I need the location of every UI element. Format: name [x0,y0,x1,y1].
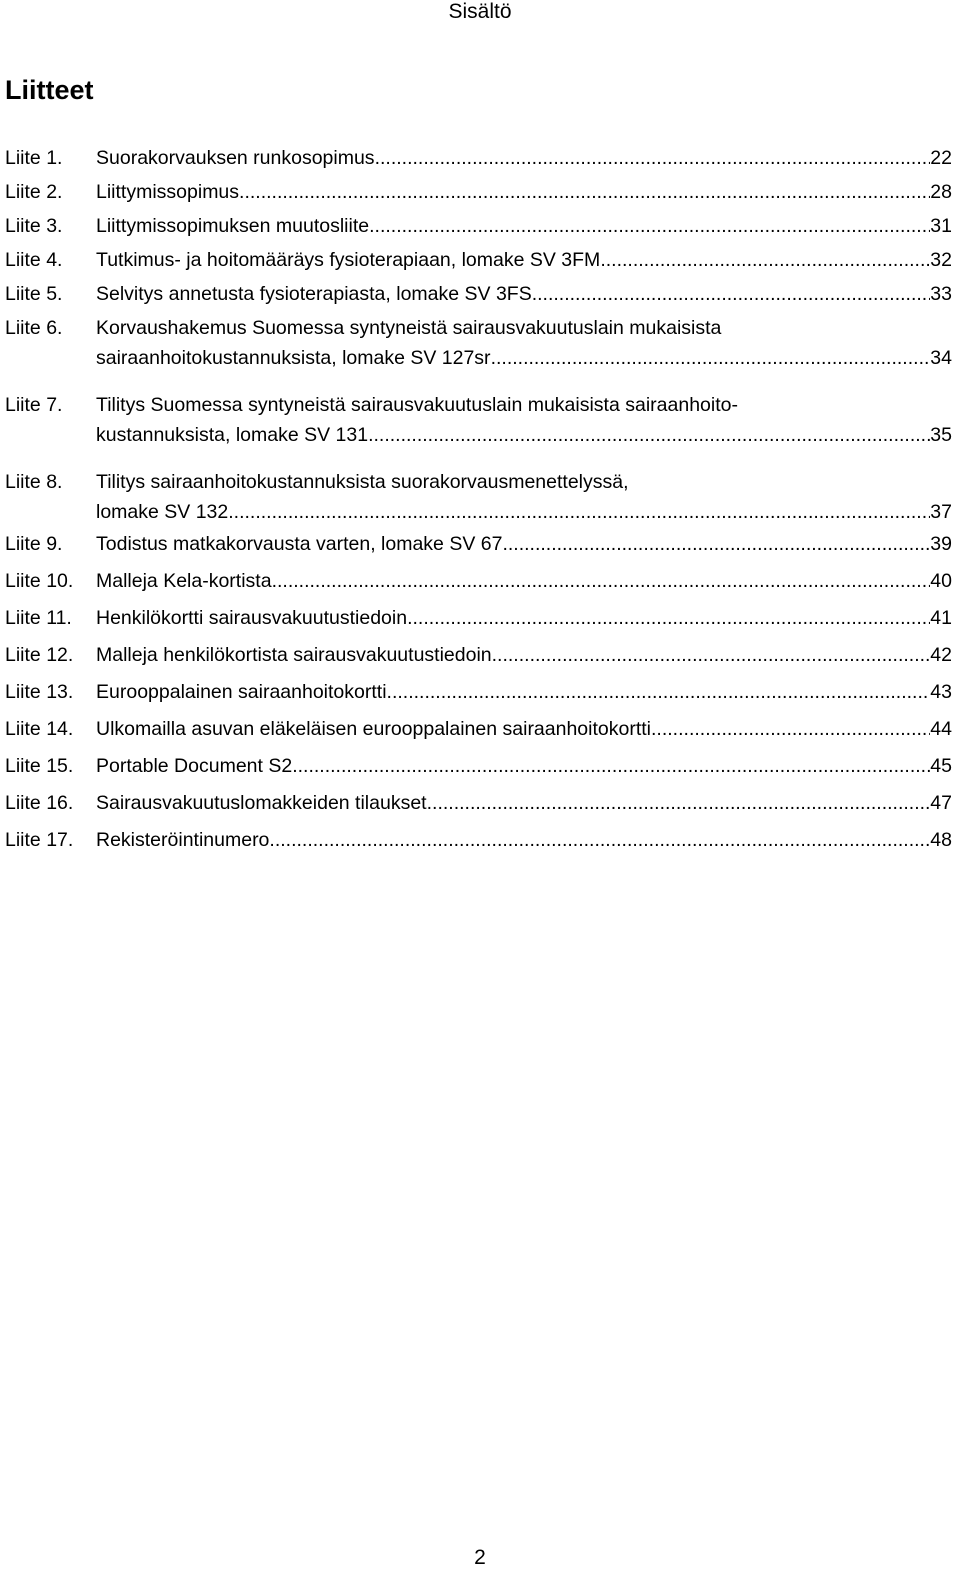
dot-leader [491,343,931,373]
toc-entry-number: Liite 7. [5,394,63,416]
toc-entry-title: Suorakorvauksen runkosopimus [96,147,375,169]
toc-entry-title-line: Korvaushakemus Suomessa syntyneistä sairausvakuutuslain mukaisista [96,317,722,339]
toc-entry-title: Liittymissopimus [96,181,240,203]
dot-leader [239,177,930,207]
toc-entry-page: 41 [930,607,952,629]
toc-entry-number: Liite 13. [5,681,74,703]
toc-entry-title: Tutkimus- ja hoitomääräys fysioterapiaan, lomake SV 3FM [96,249,601,271]
toc-entry-page: 44 [930,718,952,740]
dot-leader [407,603,930,633]
dot-leader [651,714,930,744]
dot-leader [532,279,931,309]
section-title: Liitteet [5,75,94,105]
toc-entry-number: Liite 10. [5,570,74,592]
toc-entry-number: Liite 14. [5,718,74,740]
toc-entry-title: sairaanhoitokustannuksista, lomake SV 127sr [96,347,491,369]
dot-leader [368,420,930,450]
toc-entry-page: 32 [930,249,952,271]
toc-entry-number: Liite 11. [5,607,72,629]
toc-entry-number: Liite 2. [5,181,63,203]
dot-leader [492,640,931,670]
toc-entry-title: Henkilökortti sairausvakuutustiedoin [96,607,408,629]
toc-entry-page: 45 [930,755,952,777]
toc-entry-title-line: Tilitys sairaanhoitokustannuksista suorakorvausmenettelyssä, [96,471,629,493]
toc-entry-title: Eurooppalainen sairaanhoitokortti [96,681,387,703]
toc-entry-title: Rekisteröintinumero [96,829,270,851]
toc-entry-title: lomake SV 132 [96,501,229,523]
toc-entry-page: 42 [930,644,952,666]
toc-entry-page: 31 [930,215,952,237]
toc-entry-page: 39 [930,533,952,555]
page-number: 2 [474,1546,486,1569]
toc-entry-title: Malleja Kela-kortista [96,570,272,592]
toc-entry-title: Liittymissopimuksen muutosliite [96,215,370,237]
toc-entry-title: Selvitys annetusta fysioterapiasta, lomake SV 3FS [96,283,532,305]
toc-entry-number: Liite 12. [5,644,74,666]
dot-leader [369,211,930,241]
toc-entry-number: Liite 1. [5,147,63,169]
dot-leader [228,497,930,527]
toc-entry-title: Ulkomailla asuvan eläkeläisen eurooppalainen sairaanhoitokortti [96,718,652,740]
dot-leader [502,529,930,559]
dot-leader [272,566,931,596]
dot-leader [387,677,931,707]
toc-entry-title-line: Tilitys Suomessa syntyneistä sairausvakuutuslain mukaisista sairaanhoito- [96,394,738,416]
toc-entry-number: Liite 17. [5,829,74,851]
toc-entry-page: 34 [930,347,952,369]
dot-leader [375,143,931,173]
toc-entry-page: 33 [930,283,952,305]
toc-entry-number: Liite 5. [5,283,63,305]
toc-entry-title: Sairausvakuutuslomakkeiden tilaukset [96,792,427,814]
dot-leader [269,825,930,855]
toc-entry-page: 35 [930,424,952,446]
toc-entry-page: 40 [930,570,952,592]
toc-entry-number: Liite 6. [5,317,63,339]
dot-leader [600,245,930,275]
dot-leader [292,751,930,781]
toc-entry-title: kustannuksista, lomake SV 131 [96,424,369,446]
toc-entry-number: Liite 3. [5,215,63,237]
toc-entry-page: 28 [930,181,952,203]
toc-entry-page: 37 [930,501,952,523]
running-header: Sisältö [448,0,512,23]
toc-entry-number: Liite 16. [5,792,74,814]
toc-entry-page: 48 [930,829,952,851]
toc-entry-number: Liite 9. [5,533,63,555]
toc-entry-page: 47 [930,792,952,814]
toc-entry-title: Malleja henkilökortista sairausvakuutustiedoin [96,644,492,666]
dot-leader [427,788,931,818]
toc-entry-title: Portable Document S2 [96,755,293,777]
toc-entry-number: Liite 15. [5,755,74,777]
toc-entry-page: 22 [930,147,952,169]
toc-entry-page: 43 [930,681,952,703]
toc-entry-number: Liite 8. [5,471,63,493]
toc-entry-title: Todistus matkakorvausta varten, lomake SV 67 [96,533,503,555]
toc-entry-number: Liite 4. [5,249,63,271]
